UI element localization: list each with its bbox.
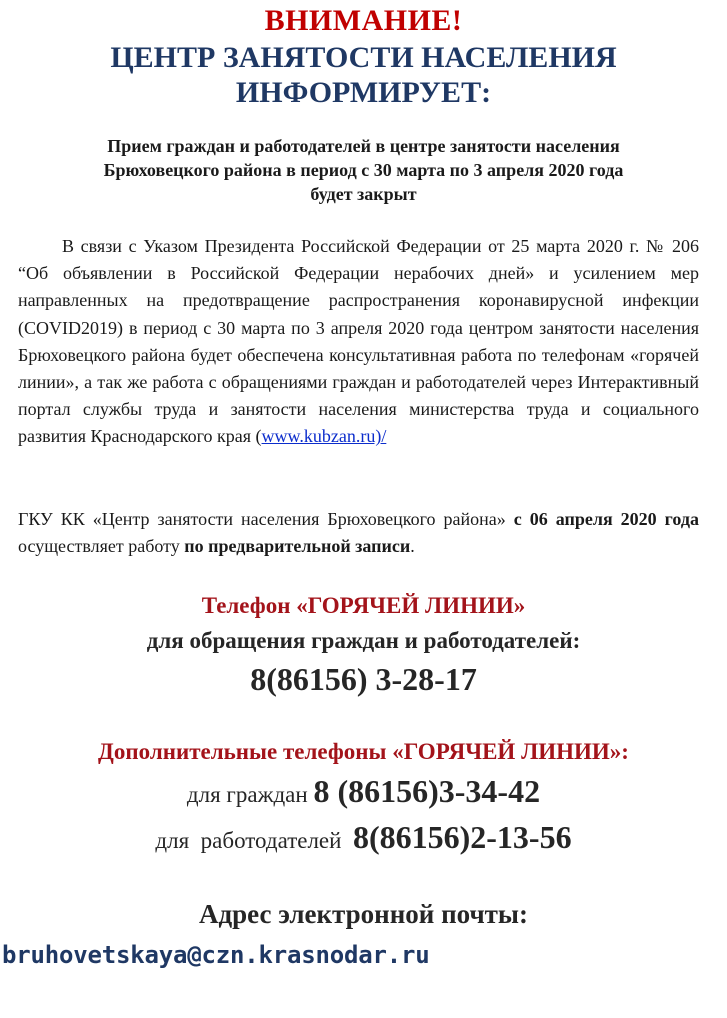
closure-subheading-line-2: Брюховецкого района в период с 30 марта по 3 апреля 2020 года <box>103 160 624 180</box>
employers-label: для работодателей <box>155 828 353 853</box>
center-heading <box>0 40 727 110</box>
kubzan-link[interactable]: www.kubzan.ru)/ <box>261 426 387 447</box>
gku-text-1: ГКУ КК «Центр занятости населения Брюховецкого района» <box>18 509 514 529</box>
email-title: Адрес электронной почты: <box>198 899 529 929</box>
hotline-phone: 8(86156) 3-28-17 <box>250 661 477 697</box>
main-paragraph-text: В связи с Указом Президента Российской Федерации от 25 марта 2020 г. № 206 “Об объявлении в Российской Федерации нерабочих дней» и усилением мер направленных на предотвращение распространения коронавирусной инфекции (COVID2019) в период с 30 марта по 3 апреля 2020 года центром занятости населения Брюховецкого района будет обеспечена консультативная работа по телефонам «горячей линии», а так же работа с обращениями граждан и работодателей через Интерактивный портал службы труда и занятости населения министерства труда и социального развития Краснодарского края ( <box>18 236 699 447</box>
citizens-label: для граждан <box>186 782 314 807</box>
hotline-subtitle: для обращения граждан и работодателей: <box>146 628 581 653</box>
closure-subheading <box>40 134 687 206</box>
gku-text-2: осуществляет работу <box>18 536 185 557</box>
extra-phones-title: Дополнительные телефоны «ГОРЯЧЕЙ ЛИНИИ»: <box>98 739 629 764</box>
closure-subheading-line-3: будет закрыт <box>310 184 417 204</box>
gku-paragraph <box>18 506 699 560</box>
email-address[interactable]: bruhovetskaya@czn.krasnodar.ru <box>2 941 430 969</box>
employers-phone-row <box>0 818 727 860</box>
center-heading-line-2: ИНФОРМИРУЕТ: <box>235 76 492 109</box>
gku-text-3: . <box>410 536 415 557</box>
hotline-title: Телефон «ГОРЯЧЕЙ ЛИНИИ» <box>201 593 526 618</box>
main-paragraph <box>18 233 699 451</box>
attention-heading: ВНИМАНИЕ! <box>264 4 463 37</box>
gku-date: с 06 апреля 2020 года <box>513 509 699 529</box>
citizens-phone-row <box>0 772 727 814</box>
employers-phone: 8(86156)2-13-56 <box>352 819 572 855</box>
center-heading-line-1: ЦЕНТР ЗАНЯТОСТИ НАСЕЛЕНИЯ <box>110 41 617 74</box>
closure-subheading-line-1: Прием граждан и работодателей в центре занятости населения <box>107 136 620 156</box>
gku-appointment: по предварительной записи <box>184 536 411 557</box>
citizens-phone: 8 (86156)3-34-42 <box>313 773 541 809</box>
